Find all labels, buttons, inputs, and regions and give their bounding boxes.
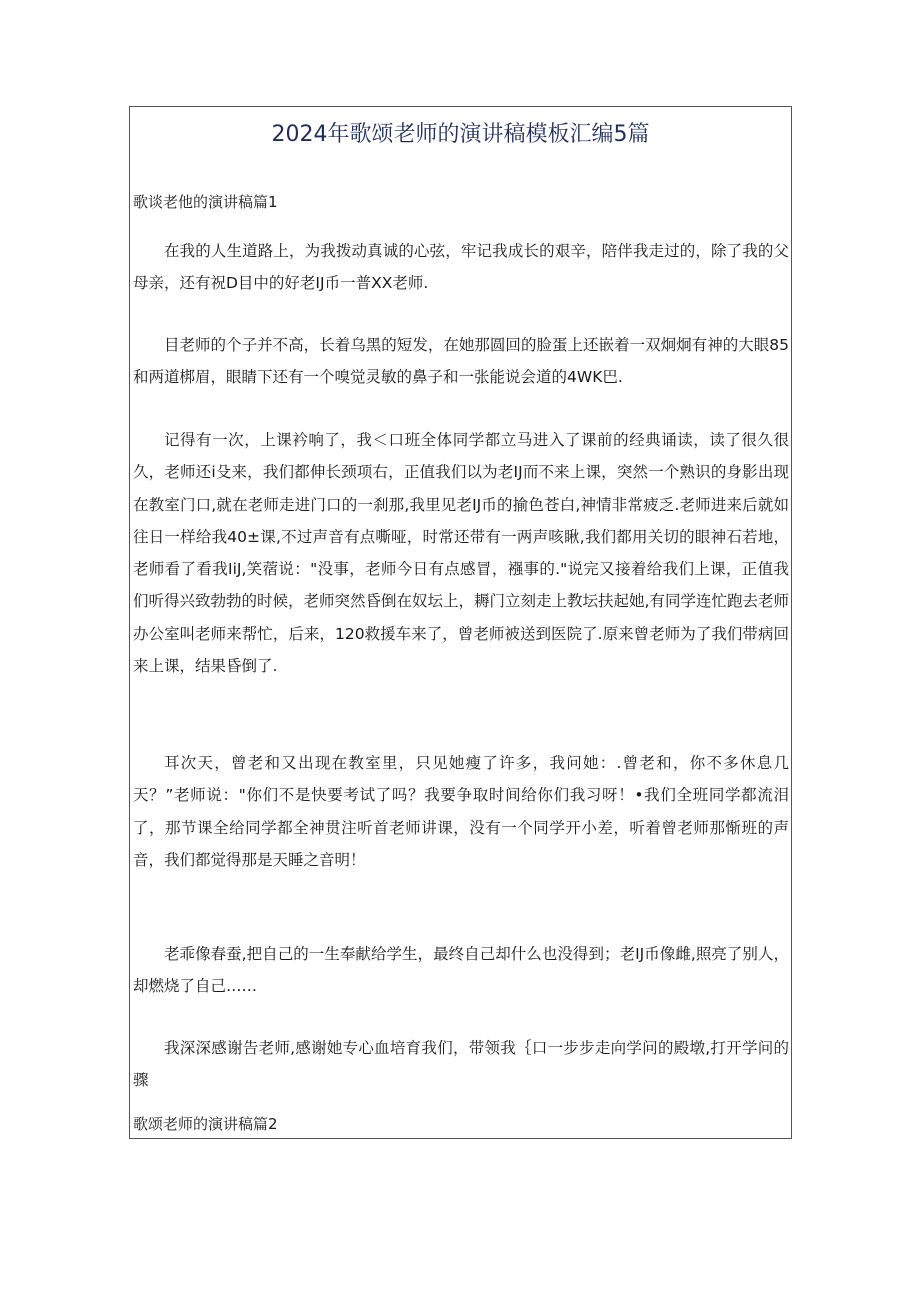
- paragraph-3: 记得有一次，上课衿响了，我＜口班全体同学都立马进入了课前的经典诵读，读了很久很久，老师还i殳来，我们都伸长颈项右，正值我们以为老IJ而不来上课，突然一个熟识的身影出现在教室门口,就在老师走进门口的一刹那,我里见老IJ币的揄色苍白,神情非常疲乏.老师进来后就如往日一样给我40±课,不过声音有点嘶哑，时常还带有一两声咳瞅,我们都用关切的眼神石若地，老师看了看我IiJ,笑蓿说："没事，老师今日有点感冒，襁事的."说完又接着给我们上课，正值我们听得兴致勃勃的时候，老师突然昏倒在奴坛上，耨门立刻走上教坛扶起她,有同学连忙跑去老师办公室叫老师来帮忙，后来，120救援车来了，曾老师被送到医院了.原来曾老师为了我们带病回来上课，结果昏倒了.: [133, 431, 789, 676]
- paragraph-2: 目老师的个子并不高，长着乌黑的短发，在她那圆回的脸蛋上还嵌着一双炯炯有神的大眼85和两道梆眉，眼睛下还有一个嗅觉灵敏的鼻子和一张能说会道的4WK巴.: [133, 336, 789, 387]
- document-page: [129, 106, 792, 1139]
- section-heading-1: 歌谈老他的演讲稿篇1: [133, 193, 278, 211]
- document-title: 2024年歌颂老师的演讲稿模板汇编5篇: [271, 122, 650, 147]
- paragraph-5: 老乖像春蚕,把自己的一生奉献给学生，最终自己却什么也没得到；老IJ币像雌,照亮了别人，却燃烧了自己……: [133, 945, 789, 996]
- paragraph-6: 我深深感谢告老师,感谢她专心血培育我们，带领我｛口一步步走向学问的殿墩,打开学问的骤: [133, 1039, 789, 1090]
- section-heading-2: 歌颂老师的演讲稿篇2: [133, 1115, 278, 1133]
- paragraph-1: 在我的人生道路上，为我拨动真诚的心弦，牢记我成长的艰辛，陪伴我走过的，除了我的父母亲，还有祝D目中的好老IJ币一普XX老师.: [133, 242, 789, 293]
- paragraph-4: 耳次天，曾老和又出现在教室里，只见她瘦了许多，我问她：.曾老和，你不多休息几天？”老师说："你们不是快要考试了吗？我要争取时间给你们我习呀！•我们全班同学都流泪了，那节课全给同学都全神贯注听首老师讲课，没有一个同学开小差，听着曾老师那惭班的声音，我们都觉得那是天睡之音明！: [133, 754, 789, 869]
